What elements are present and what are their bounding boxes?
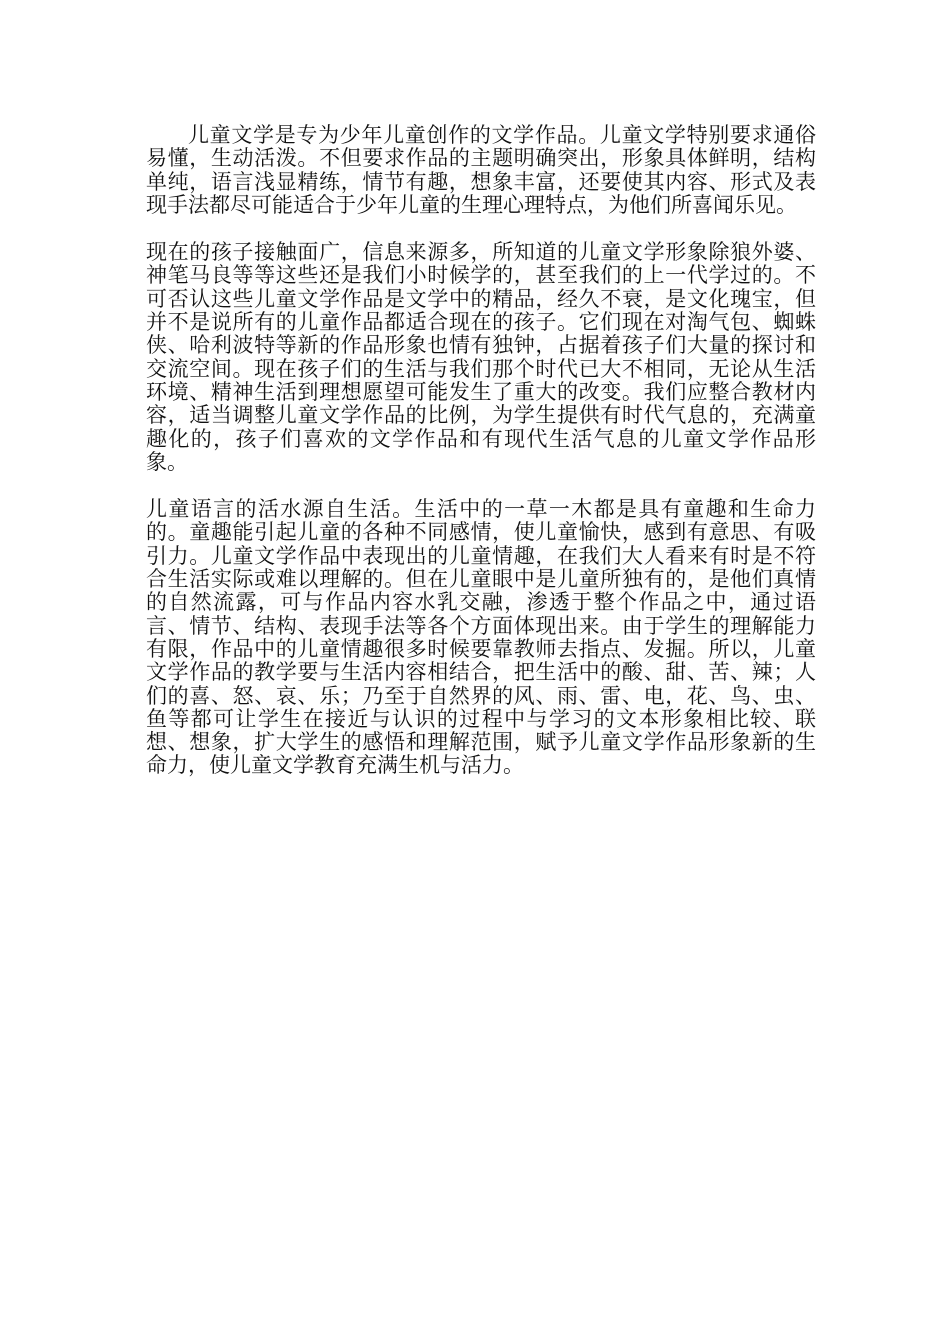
paragraph-3: 儿童语言的活水源自生活。生活中的一草一木都是具有童趣和生命力的。童趣能引起儿童的各种不同感情，使儿童愉快，感到有意思、有吸引力。儿童文学作品中表现出的儿童情趣，在我们大人看来有时是不符合生活实际或难以理解的。但在儿童眼中是儿童所独有的，是他们真情的自然流露，可与作品内容水乳交融，渗透于整个作品之中，通过语言、情节、结构、表现手法等各个方面体现出来。由于学生的理解能力有限，作品中的儿童情趣很多时候要靠教师去指点、发掘。所以，儿童文学作品的教学要与生活内容相结合，把生活中的酸、甜、苦、辣；人们的喜、怒、哀、乐；乃至于自然界的风、雨、雷、电，花、鸟、虫、鱼等都可让学生在接近与认识的过程中与学习的文本形象相比较、联想、想象，扩大学生的感悟和理解范围，赋予儿童文学作品形象新的生命力，使儿童文学教育充满生机与活力。 — [146, 497, 816, 778]
document-body — [146, 124, 816, 802]
paragraph-1: 儿童文学是专为少年儿童创作的文学作品。儿童文学特别要求通俗易懂，生动活泼。不但要求作品的主题明确突出，形象具体鲜明，结构单纯，语言浅显精练，情节有趣，想象丰富，还要使其内容、形式及表现手法都尽可能适合于少年儿童的生理心理特点，为他们所喜闻乐见。 — [146, 123, 816, 217]
paragraph-2: 现在的孩子接触面广，信息来源多，所知道的儿童文学形象除狼外婆、神笔马良等等这些还是我们小时候学的，甚至我们的上一代学过的。不可否认这些儿童文学作品是文学中的精品，经久不衰，是文化瑰宝，但并不是说所有的儿童作品都适合现在的孩子。它们现在对淘气包、蜘蛛侠、哈利波特等新的作品形象也情有独钟，占据着孩子们大量的探讨和交流空间。现在孩子们的生活与我们那个时代已大不相同，无论从生活环境、精神生活到理想愿望可能发生了重大的改变。我们应整合教材内容，适当调整儿童文学作品的比例，为学生提供有时代气息的，充满童趣化的，孩子们喜欢的文学作品和有现代生活气息的儿童文学作品形象。 — [146, 240, 816, 474]
